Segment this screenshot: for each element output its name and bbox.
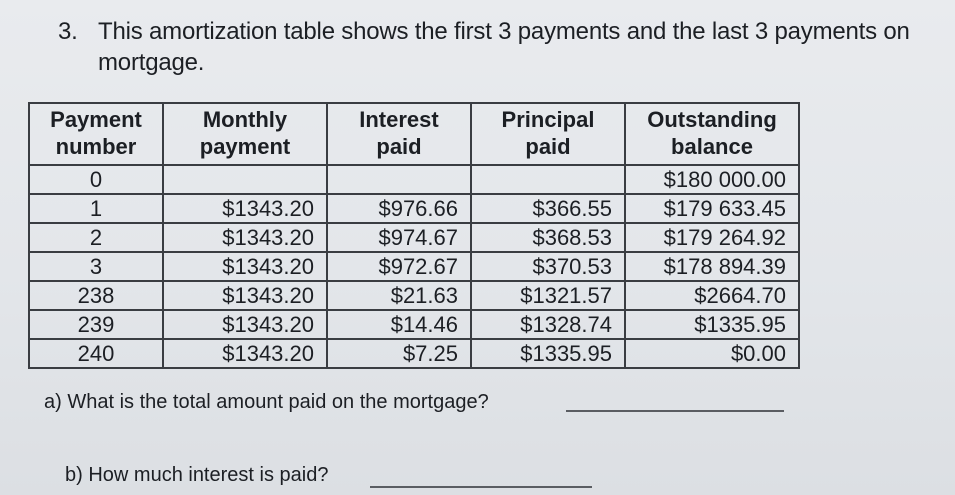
header-monthly-payment: Monthly payment bbox=[163, 103, 327, 165]
cell-interest-paid: $14.46 bbox=[327, 310, 471, 339]
question-number: 3. bbox=[58, 18, 78, 45]
table-row bbox=[29, 281, 799, 310]
question-text bbox=[58, 16, 910, 78]
table-row bbox=[29, 339, 799, 368]
cell-principal-paid: $370.53 bbox=[471, 252, 625, 281]
table-row bbox=[29, 252, 799, 281]
cell-principal-paid: $1328.74 bbox=[471, 310, 625, 339]
cell-interest-paid bbox=[327, 165, 471, 194]
question-line-2: mortgage. bbox=[98, 49, 205, 76]
header-principal-paid: Principal paid bbox=[471, 103, 625, 165]
header-interest-paid: Interest paid bbox=[327, 103, 471, 165]
cell-monthly-payment: $1343.20 bbox=[163, 310, 327, 339]
amortization-table bbox=[28, 102, 800, 369]
cell-payment-number: 2 bbox=[29, 223, 163, 252]
cell-outstanding-balance: $1335.95 bbox=[625, 310, 799, 339]
cell-outstanding-balance: $2664.70 bbox=[625, 281, 799, 310]
cell-interest-paid: $974.67 bbox=[327, 223, 471, 252]
cell-monthly-payment: $1343.20 bbox=[163, 194, 327, 223]
table-row bbox=[29, 310, 799, 339]
cell-payment-number: 239 bbox=[29, 310, 163, 339]
cell-interest-paid: $21.63 bbox=[327, 281, 471, 310]
table-row bbox=[29, 165, 799, 194]
cell-principal-paid bbox=[471, 165, 625, 194]
part-a-answer-line bbox=[566, 410, 784, 412]
cell-payment-number: 1 bbox=[29, 194, 163, 223]
cell-outstanding-balance: $179 633.45 bbox=[625, 194, 799, 223]
cell-payment-number: 0 bbox=[29, 165, 163, 194]
part-b-answer-line bbox=[370, 486, 592, 488]
cell-monthly-payment bbox=[163, 165, 327, 194]
cell-monthly-payment: $1343.20 bbox=[163, 223, 327, 252]
cell-principal-paid: $1335.95 bbox=[471, 339, 625, 368]
table-row bbox=[29, 194, 799, 223]
cell-principal-paid: $366.55 bbox=[471, 194, 625, 223]
table-header-row bbox=[29, 103, 799, 165]
cell-monthly-payment: $1343.20 bbox=[163, 339, 327, 368]
cell-outstanding-balance: $179 264.92 bbox=[625, 223, 799, 252]
cell-principal-paid: $368.53 bbox=[471, 223, 625, 252]
table-row bbox=[29, 223, 799, 252]
cell-principal-paid: $1321.57 bbox=[471, 281, 625, 310]
cell-monthly-payment: $1343.20 bbox=[163, 281, 327, 310]
cell-interest-paid: $7.25 bbox=[327, 339, 471, 368]
header-outstanding-balance: Outstanding balance bbox=[625, 103, 799, 165]
header-payment-number: Payment number bbox=[29, 103, 163, 165]
part-a-question: a) What is the total amount paid on the mortgage? bbox=[44, 391, 489, 413]
cell-monthly-payment: $1343.20 bbox=[163, 252, 327, 281]
cell-outstanding-balance: $180 000.00 bbox=[625, 165, 799, 194]
cell-interest-paid: $976.66 bbox=[327, 194, 471, 223]
question-line-1: This amortization table shows the first 3 payments and the last 3 payments on bbox=[98, 18, 910, 45]
part-b-question: b) How much interest is paid? bbox=[65, 464, 329, 486]
cell-payment-number: 3 bbox=[29, 252, 163, 281]
cell-outstanding-balance: $0.00 bbox=[625, 339, 799, 368]
cell-interest-paid: $972.67 bbox=[327, 252, 471, 281]
cell-payment-number: 238 bbox=[29, 281, 163, 310]
cell-outstanding-balance: $178 894.39 bbox=[625, 252, 799, 281]
cell-payment-number: 240 bbox=[29, 339, 163, 368]
